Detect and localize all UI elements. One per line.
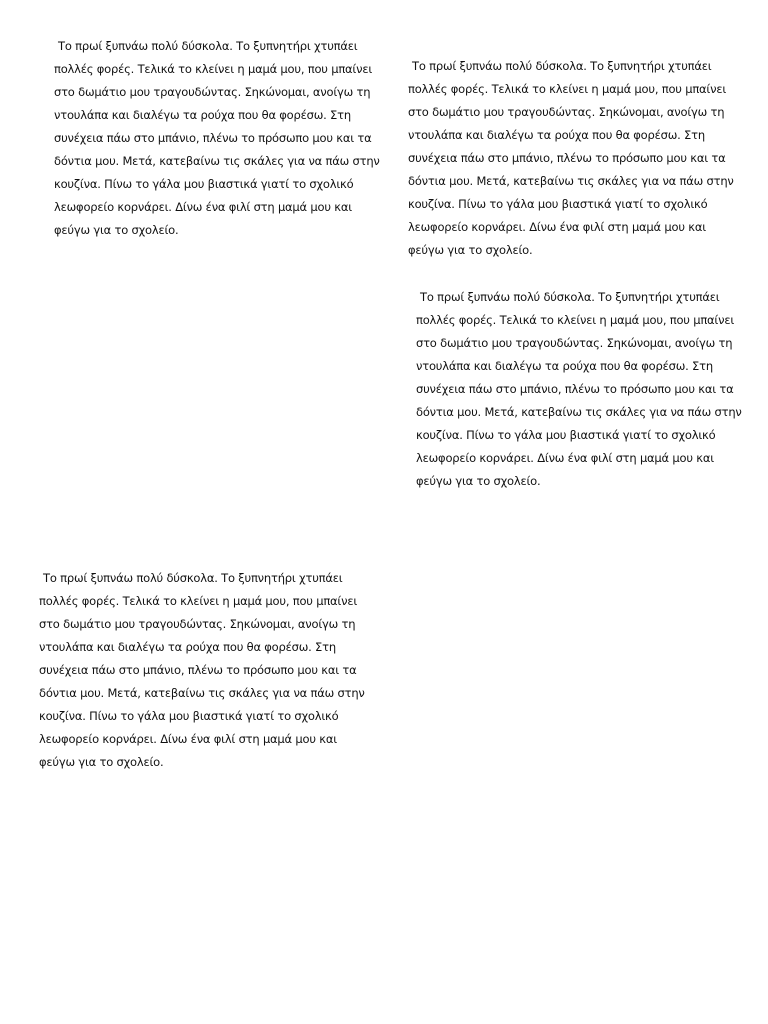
paragraph-line: ντουλάπα και διαλέγω τα ρούχα που θα φορέσω. Στη: [39, 640, 336, 654]
paragraph-line: συνέχεια πάω στο μπάνιο, πλένω το πρόσωπο μου και τα: [416, 382, 734, 396]
paragraph-line: πολλές φορές. Τελικά το κλείνει η μαμά μου, που μπαίνει: [408, 82, 727, 96]
paragraph-line: στο δωμάτιο μου τραγουδώντας. Σηκώνομαι, ανοίγω τη: [39, 617, 356, 631]
paragraph-line: φεύγω για το σχολείο.: [416, 474, 541, 488]
paragraph-line: πολλές φορές. Τελικά το κλείνει η μαμά μου, που μπαίνει: [39, 594, 358, 608]
paragraph-line: κουζίνα. Πίνω το γάλα μου βιαστικά γιατί το σχολικό: [408, 197, 708, 211]
paragraph-line: ντουλάπα και διαλέγω τα ρούχα που θα φορέσω. Στη: [416, 359, 713, 373]
paragraph-line: Το πρωί ξυπνάω πολύ δύσκολα. Το ξυπνητήρι χτυπάει: [58, 39, 358, 53]
paragraph-line: λεωφορείο κορνάρει. Δίνω ένα φιλί στη μαμά μου και: [54, 200, 352, 214]
paragraph-line: στο δωμάτιο μου τραγουδώντας. Σηκώνομαι, ανοίγω τη: [416, 336, 733, 350]
paragraph-line: συνέχεια πάω στο μπάνιο, πλένω το πρόσωπο μου και τα: [408, 151, 726, 165]
text-paragraph-3: [416, 286, 742, 493]
paragraph-line: φεύγω για το σχολείο.: [39, 755, 164, 769]
paragraph-line: στο δωμάτιο μου τραγουδώντας. Σηκώνομαι, ανοίγω τη: [54, 85, 371, 99]
paragraph-line: λεωφορείο κορνάρει. Δίνω ένα φιλί στη μαμά μου και: [408, 220, 706, 234]
paragraph-line: λεωφορείο κορνάρει. Δίνω ένα φιλί στη μαμά μου και: [39, 732, 337, 746]
paragraph-line: συνέχεια πάω στο μπάνιο, πλένω το πρόσωπο μου και τα: [54, 131, 372, 145]
paragraph-line: κουζίνα. Πίνω το γάλα μου βιαστικά γιατί το σχολικό: [39, 709, 339, 723]
text-paragraph-4: [39, 567, 365, 774]
paragraph-line: ντουλάπα και διαλέγω τα ρούχα που θα φορέσω. Στη: [408, 128, 705, 142]
paragraph-line: στο δωμάτιο μου τραγουδώντας. Σηκώνομαι, ανοίγω τη: [408, 105, 725, 119]
paragraph-line: δόντια μου. Μετά, κατεβαίνω τις σκάλες για να πάω στην: [416, 405, 742, 419]
paragraph-line: κουζίνα. Πίνω το γάλα μου βιαστικά γιατί το σχολικό: [54, 177, 354, 191]
paragraph-line: δόντια μου. Μετά, κατεβαίνω τις σκάλες για να πάω στην: [408, 174, 734, 188]
paragraph-line: Το πρωί ξυπνάω πολύ δύσκολα. Το ξυπνητήρι χτυπάει: [412, 59, 712, 73]
text-paragraph-1: [54, 35, 380, 242]
paragraph-line: φεύγω για το σχολείο.: [54, 223, 179, 237]
paragraph-line: ντουλάπα και διαλέγω τα ρούχα που θα φορέσω. Στη: [54, 108, 351, 122]
paragraph-line: Το πρωί ξυπνάω πολύ δύσκολα. Το ξυπνητήρι χτυπάει: [420, 290, 720, 304]
text-paragraph-2: [408, 55, 734, 262]
paragraph-line: λεωφορείο κορνάρει. Δίνω ένα φιλί στη μαμά μου και: [416, 451, 714, 465]
paragraph-line: συνέχεια πάω στο μπάνιο, πλένω το πρόσωπο μου και τα: [39, 663, 357, 677]
paragraph-line: φεύγω για το σχολείο.: [408, 243, 533, 257]
paragraph-line: πολλές φορές. Τελικά το κλείνει η μαμά μου, που μπαίνει: [54, 62, 373, 76]
paragraph-line: Το πρωί ξυπνάω πολύ δύσκολα. Το ξυπνητήρι χτυπάει: [43, 571, 343, 585]
paragraph-line: κουζίνα. Πίνω το γάλα μου βιαστικά γιατί το σχολικό: [416, 428, 716, 442]
paragraph-line: δόντια μου. Μετά, κατεβαίνω τις σκάλες για να πάω στην: [54, 154, 380, 168]
paragraph-line: πολλές φορές. Τελικά το κλείνει η μαμά μου, που μπαίνει: [416, 313, 735, 327]
paragraph-line: δόντια μου. Μετά, κατεβαίνω τις σκάλες για να πάω στην: [39, 686, 365, 700]
